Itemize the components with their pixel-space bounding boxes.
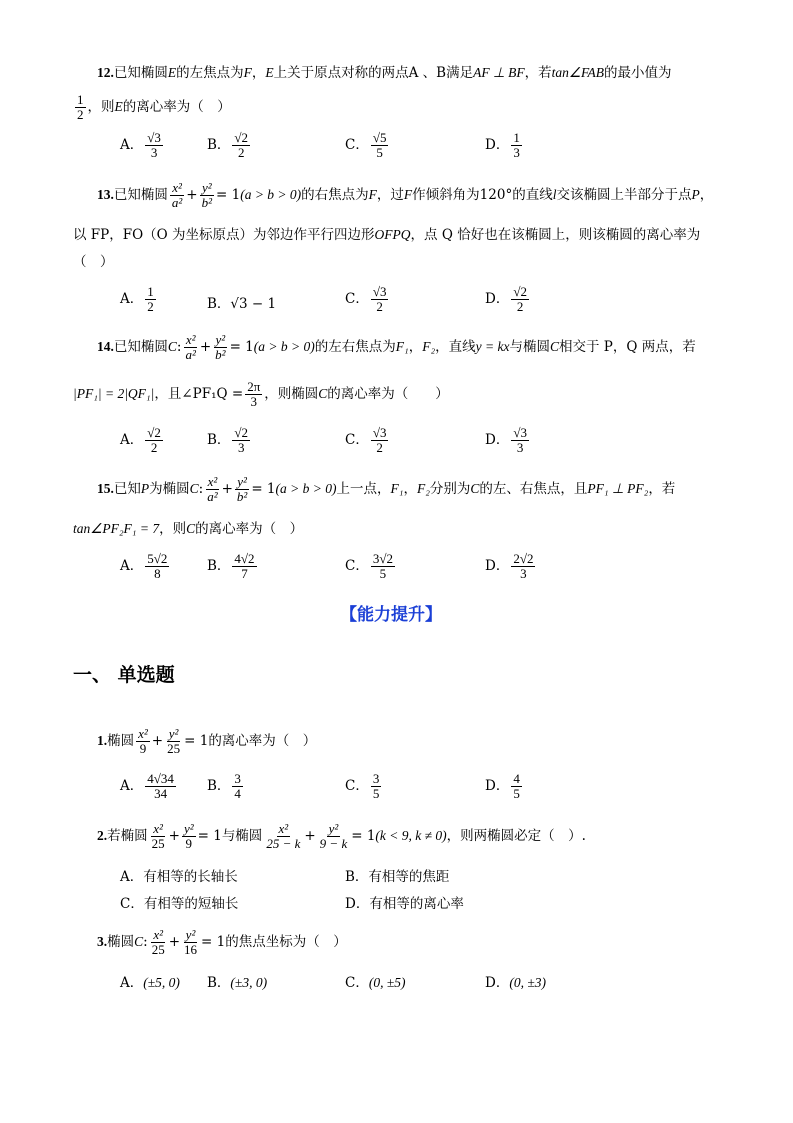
fraction xyxy=(205,475,219,504)
denominator: 5 xyxy=(379,566,387,581)
option-c[interactable] xyxy=(345,552,397,581)
text: 为椭圆 xyxy=(149,481,190,497)
heading-single-choice: 一、 单选题 xyxy=(73,664,175,686)
numerator: √3 xyxy=(372,425,387,440)
option-c[interactable] xyxy=(120,892,238,912)
option-label: C． xyxy=(345,778,369,794)
denominator: 2 xyxy=(147,299,154,314)
math-var: C xyxy=(186,521,196,536)
denominator: 2 xyxy=(376,440,383,455)
numerator: 2π xyxy=(247,379,261,394)
denominator: 2 xyxy=(150,440,158,455)
fraction xyxy=(150,822,167,851)
math-var: P xyxy=(691,187,700,202)
question-number: 14. xyxy=(97,339,114,354)
denominator: 16 xyxy=(184,942,198,957)
math-var: F xyxy=(403,187,413,202)
math-var: C xyxy=(134,934,144,949)
math-var: C xyxy=(550,339,560,354)
option-d[interactable] xyxy=(485,285,531,314)
option-label: A． xyxy=(120,869,144,885)
option-d[interactable] xyxy=(485,426,531,455)
denominator: 4 xyxy=(234,786,241,801)
numerator: √2 xyxy=(234,130,249,145)
math-expr: AF ⊥ BF xyxy=(473,65,525,80)
text: 的左焦点为 xyxy=(176,65,244,81)
text: 交该椭圆上半部分于点 xyxy=(556,187,692,203)
denominator: 3 xyxy=(250,394,257,409)
math-expr: (k < 9, k ≠ 0) xyxy=(375,828,447,843)
text: 的离心率为（ ） xyxy=(327,386,449,402)
option-c[interactable] xyxy=(345,971,406,991)
option-a[interactable] xyxy=(120,865,238,885)
text: ，若 xyxy=(524,65,552,81)
fraction xyxy=(213,333,227,362)
question-13-line-1: 13.已知椭圆 $\frac{\text{x²}}{\text{a²}}$ + $\frac{\text{y²}}{\text{b²}}$ = 1(a > b > 0)的右焦点为F，过F作倾斜角为120°的直线l交该椭圆上半部分于点P， xyxy=(97,180,714,210)
fraction xyxy=(318,822,350,851)
denominator: 25 − k xyxy=(266,836,301,851)
denominator: 7 xyxy=(241,566,248,581)
denominator: b² xyxy=(236,489,248,504)
math-var: F₁ xyxy=(390,481,404,496)
math-expr: = 1 xyxy=(197,828,222,844)
denominator: 2 xyxy=(77,107,84,122)
problem-2-line-1: 2.若椭圆 $\frac{\text{x²}}{25}$ + $\frac{\text{y²}}{9}$ = 1与椭圆 $\frac{\text{x²}}{25 - k}$ + $\frac{\text{y²}}{9 - k}$ = 1(k < 9, k ≠ 0)，则两椭圆必定（ ）. xyxy=(97,821,586,851)
math-var: F₁ xyxy=(395,339,409,354)
denominator: 8 xyxy=(154,566,161,581)
denominator: 3 xyxy=(520,566,527,581)
numerator: 3 xyxy=(372,771,380,786)
numerator: x² xyxy=(153,927,164,942)
denominator: 3 xyxy=(513,145,520,160)
question-number: 12. xyxy=(97,65,114,80)
denominator: 25 xyxy=(151,942,165,957)
question-number: 3. xyxy=(97,934,108,949)
denominator: 9 xyxy=(185,836,193,851)
question-number: 1. xyxy=(97,733,108,748)
text: 与椭圆 xyxy=(221,828,263,844)
text: 的离心率为（ ） xyxy=(122,99,231,115)
option-label: B． xyxy=(207,432,231,448)
option-label: C． xyxy=(345,975,369,991)
option-label: A． xyxy=(120,778,144,794)
math-var: F xyxy=(243,65,252,80)
denominator: 9 − k xyxy=(319,836,348,851)
text: 与椭圆 xyxy=(509,339,550,355)
denominator: 2 xyxy=(376,299,383,314)
option-a[interactable] xyxy=(120,131,165,160)
text: 上关于原点对称的两点A 、B满足 xyxy=(273,65,474,81)
math-var: F xyxy=(368,187,377,202)
option-text: 有相等的短轴长 xyxy=(143,896,239,912)
question-15-line-1: 15.已知P为椭圆C: $\frac{\text{x²}}{\text{a²}}$ + $\frac{\text{y²}}{\text{b²}}$ = 1(a > b > 0)上一点，F₁，F₂分别为C的左、右焦点，且PF₁ ⊥ PF₂，若 xyxy=(97,474,676,504)
math-expr: y = kx xyxy=(475,339,510,354)
numerator: 1 xyxy=(77,92,84,107)
option-label: D． xyxy=(485,291,510,307)
numerator: y² xyxy=(201,180,212,195)
numerator: y² xyxy=(183,821,194,836)
text: 的左、右焦点，且 xyxy=(479,481,588,497)
option-text: (0, ±3) xyxy=(509,975,546,990)
option-a[interactable] xyxy=(120,971,180,991)
question-12-line-1 xyxy=(97,64,671,82)
math-var: C xyxy=(470,481,480,496)
text: （ ） xyxy=(73,254,114,270)
option-text: √3 − 1 xyxy=(230,296,277,312)
math-var: F₂ xyxy=(416,481,430,496)
option-b[interactable] xyxy=(207,292,276,312)
option-label: C． xyxy=(345,558,369,574)
option-b[interactable] xyxy=(207,426,252,455)
option-text: 有相等的长轴长 xyxy=(143,869,238,885)
text: ，且∠PF₁Q = xyxy=(154,386,244,402)
numerator: y² xyxy=(328,821,339,836)
option-label: D． xyxy=(485,975,510,991)
option-b[interactable] xyxy=(207,552,259,581)
option-a[interactable] xyxy=(120,285,158,314)
denominator: 2 xyxy=(237,145,245,160)
option-d[interactable] xyxy=(485,131,524,160)
text: 相交于 P，Q 两点，若 xyxy=(559,339,696,355)
numerator: √3 xyxy=(513,425,527,440)
fraction xyxy=(264,822,302,851)
numerator: x² xyxy=(207,474,218,489)
option-label: B． xyxy=(207,296,231,312)
fraction xyxy=(235,475,249,504)
fraction xyxy=(170,181,184,210)
denominator: a² xyxy=(185,347,196,362)
option-label: C． xyxy=(345,137,369,153)
question-12-line-2 xyxy=(73,93,231,122)
option-label: A． xyxy=(120,291,144,307)
text: 作倾斜角为120°的直线 xyxy=(412,187,553,203)
math-var: C xyxy=(167,339,177,354)
option-label: A． xyxy=(120,432,144,448)
numerator: 4 xyxy=(513,771,520,786)
text: ， xyxy=(403,481,417,497)
numerator: y² xyxy=(168,726,179,741)
fraction xyxy=(182,822,196,851)
math-var: P xyxy=(140,481,150,496)
text: 已知椭圆 xyxy=(113,187,168,203)
problem-3-line-1: 3.椭圆C: $\frac{\text{x²}}{25}$ + $\frac{\text{y²}}{16}$ = 1的焦点坐标为（ ） xyxy=(97,927,347,957)
section-title: 【能力提升】 xyxy=(340,605,442,625)
denominator: 5 xyxy=(376,145,383,160)
text: ，直线 xyxy=(435,339,476,355)
option-c[interactable] xyxy=(345,131,390,160)
math-expr: tan∠FAB xyxy=(551,65,604,80)
problem-1-line-1: 1.椭圆 $\frac{\text{x²}}{9}$ + $\frac{\text{y²}}{25}$ = 1的离心率为（ ） xyxy=(97,726,317,756)
option-label: D． xyxy=(485,558,510,574)
option-label: D． xyxy=(485,137,510,153)
denominator: 9 xyxy=(139,741,147,756)
numerator: x² xyxy=(138,726,148,741)
numerator: 4√34 xyxy=(147,771,174,786)
text: ， xyxy=(699,187,714,203)
numerator: 4√2 xyxy=(234,551,255,566)
text: 椭圆 xyxy=(107,934,135,950)
text: ，则 xyxy=(159,521,187,537)
numerator: x² xyxy=(172,180,182,195)
option-b[interactable] xyxy=(207,131,252,160)
fraction xyxy=(183,333,197,362)
question-number: 13. xyxy=(97,187,114,202)
math-expr: |PF₁| = 2|QF₁| xyxy=(73,386,155,401)
question-14-line-1: 14.已知椭圆C: $\frac{\text{x²}}{\text{a²}}$ + $\frac{\text{y²}}{\text{b²}}$ = 1(a > b > 0)的左右焦点为F₁，F₂，直线y = kx与椭圆C相交于 P，Q 两点，若 xyxy=(97,332,696,362)
option-text: (±5, 0) xyxy=(143,975,180,990)
text: 的右焦点为 xyxy=(301,187,369,203)
denominator: 3 xyxy=(516,440,524,455)
numerator: 2√2 xyxy=(513,551,534,566)
fraction xyxy=(165,727,182,756)
text: ，过 xyxy=(376,187,404,203)
math-var: E xyxy=(114,99,123,114)
denominator: b² xyxy=(201,195,212,210)
denominator: 5 xyxy=(513,786,520,801)
math-expr: = 1 xyxy=(229,339,254,355)
option-a[interactable] xyxy=(120,552,171,581)
option-d[interactable] xyxy=(485,552,537,581)
denominator: 2 xyxy=(516,299,524,314)
text: 已知椭圆 xyxy=(113,339,168,355)
option-d[interactable] xyxy=(485,971,546,991)
text: 以 FP，FO（O 为坐标原点）为邻边作平行四边形 xyxy=(73,227,375,243)
denominator: 34 xyxy=(154,786,168,801)
option-text: (0, ±5) xyxy=(368,975,406,990)
option-label: C． xyxy=(120,896,144,912)
text: ，则两椭圆必定（ ）. xyxy=(446,828,586,844)
text: ，则 xyxy=(87,99,115,115)
math-var: l xyxy=(552,187,557,202)
option-b[interactable] xyxy=(207,772,245,801)
math-var: E xyxy=(167,65,177,80)
text: ， xyxy=(251,65,266,81)
numerator: √3 xyxy=(372,284,387,299)
option-label: B． xyxy=(207,975,231,991)
numerator: √3 xyxy=(147,130,161,145)
denominator: a² xyxy=(171,195,183,210)
denominator: a² xyxy=(207,489,218,504)
question-14-line-2 xyxy=(73,380,449,409)
option-text: 有相等的离心率 xyxy=(369,896,464,912)
text: 椭圆 xyxy=(107,733,135,749)
option-label: B． xyxy=(345,869,369,885)
fraction xyxy=(150,928,167,957)
text: 的焦点坐标为（ ） xyxy=(225,934,347,950)
math-expr: = 1 xyxy=(251,481,276,497)
math-expr: (a > b > 0) xyxy=(253,339,315,354)
text: 的离心率为（ ） xyxy=(195,521,304,537)
option-d[interactable] xyxy=(485,772,524,801)
denominator: 3 xyxy=(237,440,245,455)
numerator: y² xyxy=(237,474,247,489)
option-label: A． xyxy=(120,137,144,153)
math-expr: = 1 xyxy=(184,733,209,749)
numerator: √2 xyxy=(513,284,527,299)
text: 的左右焦点为 xyxy=(314,339,396,355)
option-label: A． xyxy=(120,975,144,991)
numerator: 1 xyxy=(147,284,154,299)
numerator: y² xyxy=(215,332,226,347)
fraction xyxy=(245,380,262,409)
question-number: 2. xyxy=(97,828,108,843)
text: 已知 xyxy=(113,481,141,497)
option-label: C． xyxy=(345,291,369,307)
math-expr: tan∠PF₂F₁ = 7 xyxy=(73,521,160,536)
math-var: F₂ xyxy=(422,339,436,354)
option-c[interactable] xyxy=(345,285,390,314)
option-label: B． xyxy=(207,558,231,574)
math-expr: (a > b > 0) xyxy=(275,481,337,496)
question-13-line-2 xyxy=(73,226,700,244)
fraction xyxy=(75,93,86,122)
text: 若椭圆 xyxy=(107,828,148,844)
denominator: 25 xyxy=(167,741,181,756)
numerator: 3√2 xyxy=(372,551,393,566)
text: 上一点， xyxy=(336,481,391,497)
text: 已知椭圆 xyxy=(113,65,168,81)
option-c[interactable] xyxy=(345,426,390,455)
text: ，则椭圆 xyxy=(264,386,319,402)
option-text: (±3, 0) xyxy=(230,975,268,990)
numerator: 3 xyxy=(234,771,241,786)
denominator: 3 xyxy=(150,145,158,160)
math-var: E xyxy=(265,65,274,80)
numerator: 1 xyxy=(513,130,520,145)
question-13-line-3 xyxy=(73,253,114,271)
math-expr: PF₁ ⊥ PF₂ xyxy=(587,481,649,496)
numerator: √2 xyxy=(234,425,249,440)
numerator: x² xyxy=(185,332,196,347)
fraction xyxy=(200,181,214,210)
option-label: D． xyxy=(345,896,370,912)
option-label: B． xyxy=(207,778,231,794)
text: ，点 Q 恰好也在该椭圆上，则该椭圆的离心率为 xyxy=(410,227,701,243)
option-label: A． xyxy=(120,558,144,574)
text: ，若 xyxy=(648,481,676,497)
option-label: C． xyxy=(345,432,369,448)
denominator: 5 xyxy=(372,786,380,801)
numerator: y² xyxy=(185,927,196,942)
option-label: B． xyxy=(207,137,231,153)
numerator: x² xyxy=(153,821,163,836)
question-number: 15. xyxy=(97,481,114,496)
math-expr: = 1 xyxy=(216,187,241,203)
text: 的离心率为（ ） xyxy=(208,733,317,749)
option-label: D． xyxy=(485,778,510,794)
question-15-line-2 xyxy=(73,520,303,538)
option-a[interactable] xyxy=(120,772,178,801)
option-a[interactable] xyxy=(120,426,165,455)
math-expr: = 1 xyxy=(201,934,226,950)
numerator: x² xyxy=(278,821,289,836)
option-label: D． xyxy=(485,432,510,448)
math-var: OFPQ xyxy=(374,227,411,242)
option-d[interactable] xyxy=(345,892,464,912)
option-text: 有相等的焦距 xyxy=(368,869,450,885)
numerator: √2 xyxy=(147,425,161,440)
math-expr: = 1 xyxy=(351,828,376,844)
numerator: 5√2 xyxy=(147,551,168,566)
option-b[interactable] xyxy=(345,865,449,885)
option-b[interactable] xyxy=(207,971,267,991)
fraction xyxy=(182,928,199,957)
fraction xyxy=(136,727,150,756)
text: ， xyxy=(408,339,423,355)
math-var: C xyxy=(318,386,328,401)
text: 的最小值为 xyxy=(603,65,672,81)
text: 分别为 xyxy=(429,481,471,497)
option-c[interactable] xyxy=(345,772,383,801)
denominator: b² xyxy=(215,347,226,362)
math-expr: (a > b > 0) xyxy=(240,187,302,202)
numerator: √5 xyxy=(372,130,387,145)
denominator: 25 xyxy=(151,836,165,851)
